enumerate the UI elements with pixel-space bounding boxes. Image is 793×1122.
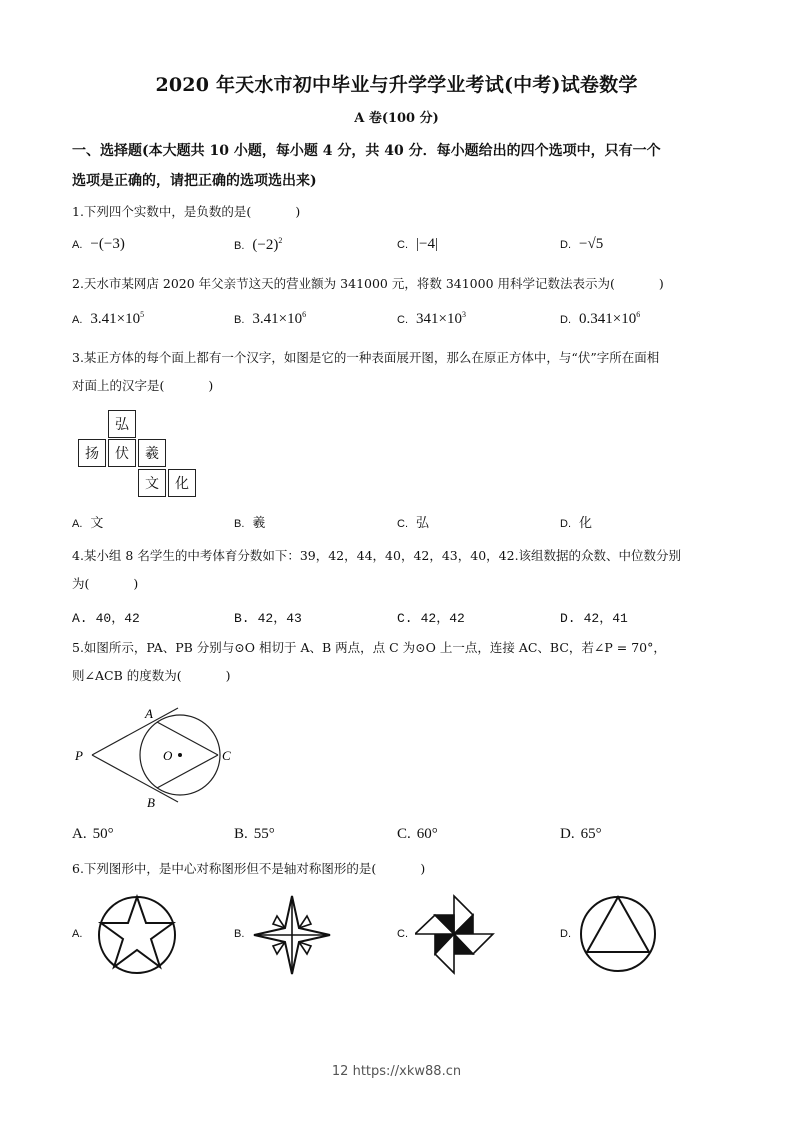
question-1-stem <box>72 198 732 226</box>
option-b[interactable] <box>234 890 354 985</box>
question-4-close: ) <box>133 576 139 591</box>
option-value: 3.41×10 <box>90 311 141 327</box>
option-a[interactable] <box>72 310 144 328</box>
question-5-close: ) <box>225 668 231 683</box>
tangent-circle-figure <box>70 702 250 812</box>
option-label: D. <box>560 314 571 326</box>
net-cell-top: 弘 <box>108 410 136 438</box>
question-1-text: 1.下列四个实数中，是负数的是( <box>72 204 252 219</box>
question-3-text-line2: 对面上的汉字是( <box>72 378 165 393</box>
page-subtitle: A 卷(100 分) <box>354 111 439 126</box>
question-3-stem <box>72 344 732 400</box>
option-label: A. <box>72 826 87 842</box>
option-label: A. <box>72 239 83 251</box>
option-d[interactable] <box>560 607 628 626</box>
option-label: A. <box>72 314 83 326</box>
option-label: B. <box>234 314 245 326</box>
question-1-close: ) <box>295 204 301 219</box>
option-exponent: 6 <box>636 310 641 319</box>
option-value: 40，42 <box>95 611 140 626</box>
option-value: 50° <box>92 826 114 842</box>
question-5-text-line1: 5.如图所示，PA、PB 分别与⊙O 相切于 A、B 两点，点 C 为⊙O 上一点，连接 AC、BC，若∠P = 70°， <box>72 640 666 655</box>
option-value: −√5 <box>579 236 604 252</box>
question-4-stem <box>72 542 732 598</box>
question-3-close: ) <box>208 378 214 393</box>
option-value: 42，41 <box>583 611 628 626</box>
option-c[interactable] <box>397 890 517 985</box>
option-value: 55° <box>253 826 275 842</box>
option-d[interactable] <box>560 236 603 253</box>
net-cell-left: 扬 <box>78 439 106 467</box>
question-6-close: ) <box>420 861 426 876</box>
option-value: 0.341×10 <box>579 311 637 327</box>
option-label: B. <box>234 928 245 940</box>
option-a[interactable] <box>72 826 114 843</box>
option-b[interactable] <box>234 512 265 531</box>
question-5-stem <box>72 634 732 690</box>
option-exponent: 2 <box>278 236 283 245</box>
question-1-options <box>72 236 732 260</box>
option-value: 化 <box>579 516 593 531</box>
point-a-label: A <box>145 706 153 721</box>
question-4-text-line2: 为( <box>72 576 90 591</box>
option-a[interactable] <box>72 890 212 985</box>
option-c[interactable] <box>397 512 429 531</box>
net-cell-right: 羲 <box>138 439 166 467</box>
option-b[interactable] <box>234 310 306 328</box>
option-label: B. <box>234 826 248 842</box>
point-c-label: C <box>222 748 231 763</box>
question-2-stem <box>72 270 732 298</box>
star-in-circle-icon <box>96 894 178 976</box>
option-label: C. <box>397 314 408 326</box>
option-a[interactable] <box>72 236 125 253</box>
section-heading-line1: 一、选择题(本大题共 10 小题，每小题 4 分，共 40 分．每小题给出的四个选项中，只有一个 <box>72 143 661 159</box>
option-label: C. <box>397 518 408 530</box>
option-value: 羲 <box>252 516 266 531</box>
option-d[interactable] <box>560 890 680 985</box>
point-p-label: P <box>75 748 83 763</box>
option-value: 60° <box>416 826 438 842</box>
question-6-stem <box>72 855 732 883</box>
option-value: 42，43 <box>257 611 302 626</box>
question-2-text: 2.天水市某网店 2020 年父亲节这天的营业额为 341000 元，将数 341000 用科学记数法表示为( <box>72 276 615 291</box>
option-exponent: 3 <box>461 310 466 319</box>
option-value: 65° <box>580 826 602 842</box>
option-label: D. <box>560 611 576 626</box>
question-4-options <box>72 607 732 631</box>
question-3-options <box>72 512 732 536</box>
option-value: (−2) <box>252 237 279 253</box>
option-label: B. <box>234 518 245 530</box>
option-d[interactable] <box>560 826 602 843</box>
option-exponent: 6 <box>302 310 307 319</box>
question-5-options <box>72 826 732 850</box>
option-label: C. <box>397 239 408 251</box>
point-b-label: B <box>147 795 155 810</box>
option-value: −(−3) <box>90 236 125 252</box>
option-c[interactable] <box>397 826 438 843</box>
four-point-star-icon <box>252 894 332 976</box>
option-value: 3.41×10 <box>252 311 303 327</box>
net-cell-center: 伏 <box>108 439 136 467</box>
triangle-in-circle-icon <box>578 894 658 974</box>
option-c[interactable] <box>397 236 438 253</box>
section-heading-line2: 选项是正确的，请把正确的选项选出来) <box>72 173 317 189</box>
option-label: D. <box>560 826 575 842</box>
option-value: 弘 <box>416 516 430 531</box>
option-b[interactable] <box>234 826 275 843</box>
option-label: A. <box>72 928 83 940</box>
question-6-text: 6.下列图形中，是中心对称图形但不是轴对称图形的是( <box>72 861 377 876</box>
option-d[interactable] <box>560 310 640 328</box>
option-c[interactable] <box>397 310 466 328</box>
option-value: 42，42 <box>420 611 465 626</box>
option-b[interactable] <box>234 607 302 626</box>
option-label: C. <box>397 928 408 940</box>
net-cell-bottom1: 文 <box>138 469 166 497</box>
net-cell-bottom2: 化 <box>168 469 196 497</box>
option-label: B. <box>234 611 250 626</box>
point-o-label: O <box>163 748 173 763</box>
question-2-close: ) <box>658 276 664 291</box>
option-value: 341×10 <box>416 311 462 327</box>
option-c[interactable] <box>397 607 465 626</box>
option-d[interactable] <box>560 512 592 531</box>
option-label: A. <box>72 518 83 530</box>
option-b[interactable] <box>234 236 282 254</box>
option-value: |−4| <box>416 236 438 252</box>
question-2-options <box>72 310 732 334</box>
question-4-text-line1: 4.某小组 8 名学生的中考体育分数如下：39，42，44，40，42，43，40，42.该组数据的众数、中位数分别 <box>72 548 682 563</box>
page-title: 2020 年天水市初中毕业与升学学业考试(中考)试卷数学 <box>155 74 638 96</box>
option-label: D. <box>560 518 571 530</box>
page-footer: 12 https://xkw88.cn <box>331 1064 462 1079</box>
option-label: D. <box>560 928 571 940</box>
question-5-text-line2: 则∠ACB 的度数为( <box>72 668 182 683</box>
question-3-text-line1: 3.某正方体的每个面上都有一个汉字，如图是它的一种表面展开图，那么在原正方体中，与“伏”字所在面相 <box>72 350 660 365</box>
option-label: B. <box>234 240 245 252</box>
option-exponent: 5 <box>140 310 145 319</box>
pinwheel-icon <box>415 894 495 976</box>
section-heading <box>72 136 732 196</box>
option-value: 文 <box>90 516 104 531</box>
option-label: D. <box>560 239 571 251</box>
option-label: A. <box>72 611 88 626</box>
option-a[interactable] <box>72 607 140 626</box>
option-label: C. <box>397 826 411 842</box>
option-a[interactable] <box>72 512 103 531</box>
option-label: C. <box>397 611 413 626</box>
